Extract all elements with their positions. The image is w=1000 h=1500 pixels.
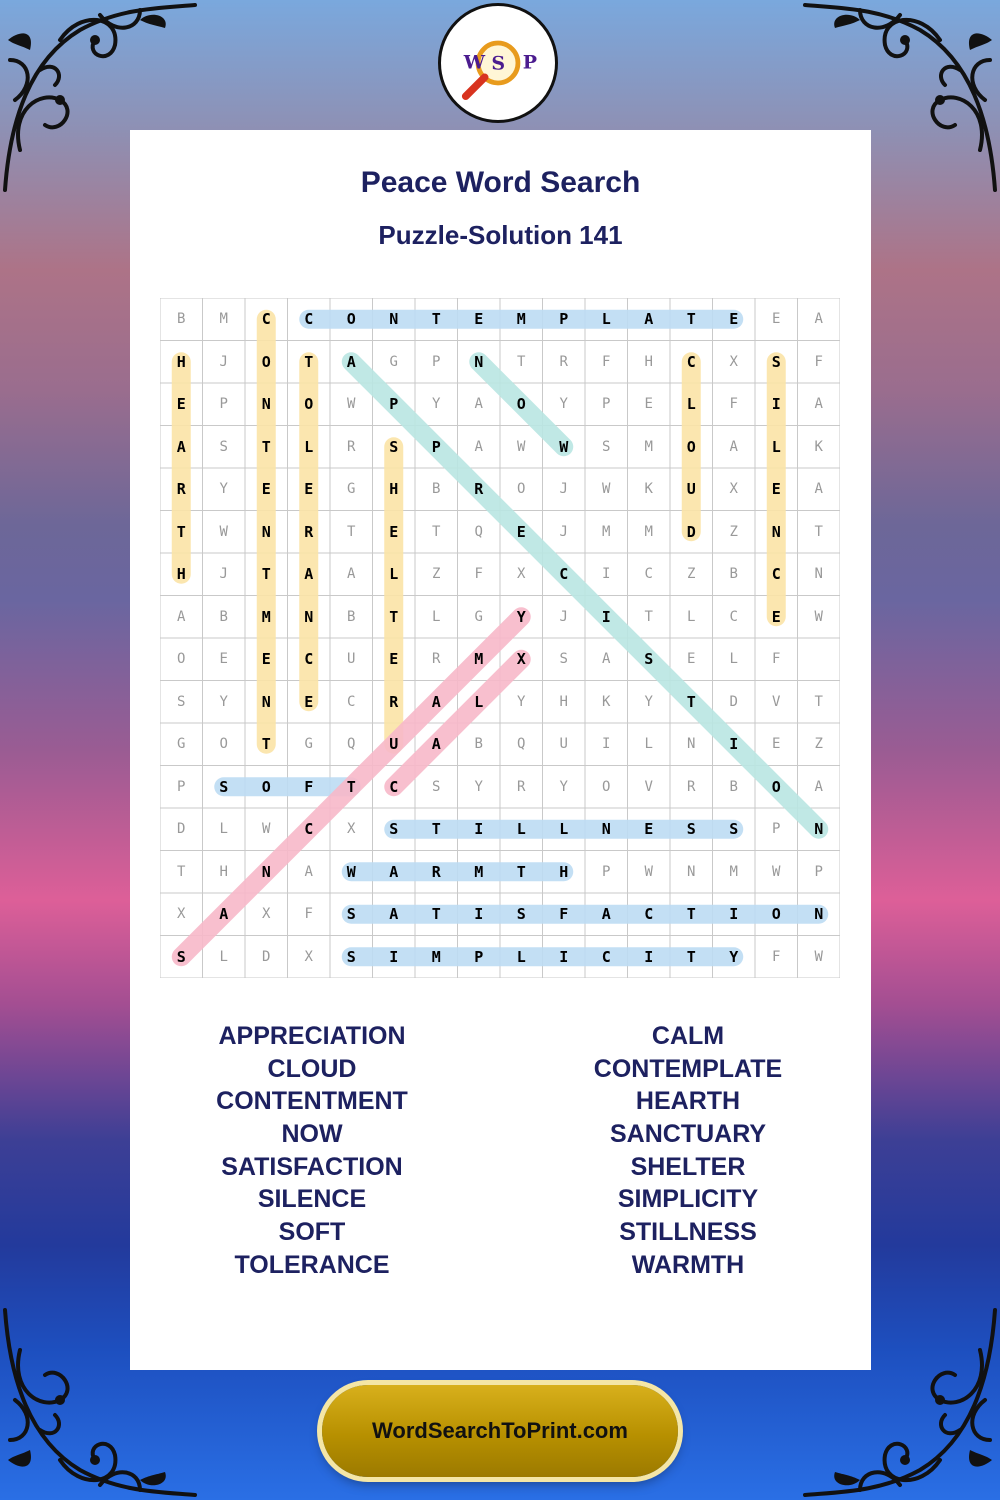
word-list-right: [523, 1020, 853, 1282]
grid-cell[interactable]: S: [686, 820, 696, 839]
grid-cell[interactable]: A: [219, 905, 229, 924]
grid-cell[interactable]: H: [644, 353, 653, 370]
grid-cell[interactable]: E: [474, 310, 484, 329]
grid-cell[interactable]: S: [771, 352, 781, 371]
grid-cell[interactable]: Z: [729, 523, 738, 540]
grid-cell[interactable]: J: [219, 566, 228, 583]
grid-cell[interactable]: S: [644, 650, 654, 669]
grid-cell[interactable]: E: [304, 480, 314, 499]
grid-cell[interactable]: T: [347, 523, 356, 540]
grid-cell[interactable]: L: [601, 310, 611, 329]
page-subtitle: Puzzle-Solution 141: [378, 220, 623, 250]
grid-cell[interactable]: L: [219, 821, 228, 838]
grid-cell[interactable]: C: [304, 310, 314, 329]
grid-cell[interactable]: D: [262, 948, 271, 965]
word-list-item: CLOUD: [267, 1054, 357, 1083]
grid-cell[interactable]: V: [772, 693, 781, 710]
grid-cell[interactable]: T: [261, 565, 271, 584]
word-list-item: CONTENTMENT: [216, 1087, 408, 1116]
grid-cell[interactable]: I: [601, 607, 611, 626]
grid-cell[interactable]: T: [431, 310, 441, 329]
grid-cell[interactable]: A: [304, 863, 313, 880]
grid-cell[interactable]: Q: [347, 736, 356, 753]
grid-cell[interactable]: O: [261, 352, 271, 371]
grid-cell[interactable]: O: [346, 310, 356, 329]
grid-cell[interactable]: L: [771, 437, 781, 456]
word-list-item: WARMTH: [631, 1250, 745, 1279]
word-list-item: NOW: [281, 1120, 343, 1149]
grid-cell[interactable]: X: [729, 353, 738, 370]
grid-cell[interactable]: B: [729, 778, 738, 795]
grid-cell[interactable]: L: [686, 395, 696, 414]
word-search-grid: [160, 298, 840, 978]
grid-cell[interactable]: U: [347, 651, 356, 668]
grid-cell[interactable]: O: [516, 395, 526, 414]
grid-cell[interactable]: M: [219, 311, 228, 328]
grid-cell[interactable]: R: [304, 522, 314, 541]
grid-cell[interactable]: D: [177, 821, 186, 838]
grid-cell[interactable]: W: [517, 438, 526, 455]
grid-cell[interactable]: S: [346, 905, 356, 924]
site-link-button[interactable]: [322, 1385, 678, 1477]
logo-letter-s: S: [491, 52, 506, 75]
grid-cell[interactable]: U: [686, 480, 696, 499]
grid-cell[interactable]: I: [644, 947, 654, 966]
word-list-item: SIMPLICITY: [617, 1185, 759, 1214]
grid-cell[interactable]: W: [772, 863, 781, 880]
grid-cell[interactable]: L: [219, 948, 228, 965]
grid-cell[interactable]: P: [814, 863, 823, 880]
grid-cell[interactable]: A: [176, 437, 186, 456]
grid-cell[interactable]: Y: [432, 396, 441, 413]
grid-cell[interactable]: T: [177, 863, 186, 880]
grid-cell[interactable]: Y: [517, 693, 526, 710]
grid-cell[interactable]: E: [729, 310, 739, 329]
grid-cell[interactable]: O: [686, 437, 696, 456]
site-logo[interactable]: [438, 3, 558, 123]
word-list-item: SANCTUARY: [609, 1120, 767, 1149]
grid-cell[interactable]: Y: [729, 947, 739, 966]
grid-cell[interactable]: C: [729, 608, 738, 625]
grid-cell[interactable]: C: [686, 352, 696, 371]
grid-cell[interactable]: H: [389, 480, 399, 499]
grid-cell[interactable]: B: [219, 608, 228, 625]
grid-cell[interactable]: T: [432, 523, 441, 540]
grid-cell[interactable]: N: [771, 522, 781, 541]
grid-cell[interactable]: C: [389, 777, 399, 796]
grid-cell[interactable]: E: [389, 650, 399, 669]
grid-cell[interactable]: H: [219, 863, 228, 880]
grid-cell[interactable]: E: [687, 651, 696, 668]
magnifier-logo-icon: [441, 6, 555, 120]
grid-cell[interactable]: D: [729, 693, 738, 710]
grid-cell[interactable]: F: [602, 353, 611, 370]
grid-cell[interactable]: M: [644, 438, 653, 455]
grid-cell[interactable]: L: [516, 820, 526, 839]
grid-cell[interactable]: H: [559, 693, 568, 710]
grid-cell[interactable]: X: [729, 481, 738, 498]
word-list-item: SILENCE: [257, 1185, 367, 1214]
grid-cell[interactable]: E: [516, 522, 526, 541]
grid-cell[interactable]: P: [602, 396, 611, 413]
grid-cell[interactable]: A: [346, 352, 356, 371]
grid-cell[interactable]: W: [559, 437, 569, 456]
grid-cell[interactable]: T: [686, 310, 696, 329]
grid-cell[interactable]: H: [176, 352, 186, 371]
grid-cell[interactable]: E: [389, 522, 399, 541]
grid-cell[interactable]: S: [346, 947, 356, 966]
grid-cell[interactable]: T: [261, 437, 271, 456]
grid-cell[interactable]: A: [304, 565, 314, 584]
word-list-left: [147, 1020, 477, 1282]
grid-cell[interactable]: P: [559, 310, 569, 329]
grid-cell[interactable]: J: [219, 353, 228, 370]
grid-cell[interactable]: F: [559, 905, 569, 924]
grid-cell[interactable]: L: [432, 608, 441, 625]
logo-letter-p: P: [522, 51, 537, 74]
grid-cell[interactable]: O: [771, 777, 781, 796]
grid-cell[interactable]: I: [474, 820, 484, 839]
grid-cell[interactable]: R: [559, 353, 568, 370]
grid-cell[interactable]: N: [474, 352, 484, 371]
grid-cell[interactable]: G: [347, 481, 356, 498]
grid-cell[interactable]: G: [304, 736, 313, 753]
grid-cell[interactable]: S: [432, 778, 441, 795]
grid-cell[interactable]: N: [814, 905, 824, 924]
grid-cell[interactable]: F: [304, 906, 313, 923]
site-link-label: WordSearchToPrint.com: [372, 1418, 628, 1443]
grid-cell[interactable]: I: [389, 947, 399, 966]
grid-cell[interactable]: T: [686, 692, 696, 711]
grid-cell[interactable]: R: [517, 778, 526, 795]
grid-cell[interactable]: L: [474, 692, 484, 711]
grid-cell[interactable]: A: [389, 862, 399, 881]
grid-cell[interactable]: Q: [517, 736, 526, 753]
grid-cell[interactable]: N: [687, 736, 696, 753]
grid-cell[interactable]: A: [431, 735, 441, 754]
grid-cell[interactable]: P: [219, 396, 228, 413]
grid-cell[interactable]: O: [602, 778, 611, 795]
grid-cell[interactable]: F: [304, 777, 314, 796]
grid-cell[interactable]: B: [347, 608, 356, 625]
grid-cell[interactable]: I: [729, 735, 739, 754]
grid-cell[interactable]: M: [516, 310, 526, 329]
grid-cell[interactable]: E: [261, 480, 271, 499]
word-list-item: SATISFACTION: [221, 1152, 403, 1181]
grid-cell[interactable]: F: [474, 566, 483, 583]
grid-cell[interactable]: X: [517, 566, 526, 583]
word-list-item: CALM: [651, 1022, 725, 1050]
grid-cell[interactable]: Z: [432, 566, 441, 583]
grid-cell[interactable]: M: [261, 607, 271, 626]
grid-cell[interactable]: X: [262, 906, 271, 923]
grid-cell[interactable]: I: [559, 947, 569, 966]
grid-cell[interactable]: Y: [219, 481, 228, 498]
grid-cell[interactable]: I: [474, 905, 484, 924]
grid-cell[interactable]: S: [516, 905, 526, 924]
grid-cell[interactable]: E: [304, 692, 314, 711]
page-title: Peace Word Search: [360, 166, 641, 199]
word-list-item: TOLERANCE: [234, 1250, 390, 1279]
grid-cell[interactable]: P: [602, 863, 611, 880]
grid-cell[interactable]: W: [814, 608, 823, 625]
grid-cell[interactable]: X: [347, 821, 356, 838]
grid-cell[interactable]: P: [432, 353, 441, 370]
grid-cell[interactable]: B: [177, 311, 186, 328]
grid-cell[interactable]: E: [771, 607, 781, 626]
word-list-item: SOFT: [278, 1218, 346, 1247]
grid-cell[interactable]: A: [814, 311, 823, 328]
grid-cell[interactable]: M: [431, 947, 441, 966]
grid-cell[interactable]: C: [644, 905, 654, 924]
grid-cell[interactable]: P: [177, 778, 186, 795]
grid-cell[interactable]: Q: [474, 523, 483, 540]
grid-cell[interactable]: C: [771, 565, 781, 584]
grid-cell[interactable]: U: [389, 735, 399, 754]
grid-cell[interactable]: X: [177, 906, 186, 923]
grid-cell[interactable]: W: [602, 481, 611, 498]
grid-cell[interactable]: X: [304, 948, 313, 965]
grid-cell[interactable]: S: [602, 438, 611, 455]
grid-cell[interactable]: A: [814, 778, 823, 795]
grid-cell[interactable]: Y: [644, 693, 653, 710]
grid-cell[interactable]: N: [389, 310, 399, 329]
grid-cell[interactable]: T: [686, 905, 696, 924]
grid-cell[interactable]: Y: [516, 607, 526, 626]
grid-cell[interactable]: M: [729, 863, 738, 880]
grid-cell[interactable]: S: [219, 438, 228, 455]
grid-cell[interactable]: G: [474, 608, 483, 625]
grid-cell[interactable]: W: [814, 948, 823, 965]
grid-cell[interactable]: P: [431, 437, 441, 456]
grid-cell[interactable]: A: [347, 566, 356, 583]
word-list-item: HEARTH: [635, 1087, 741, 1116]
grid-cell[interactable]: T: [346, 777, 356, 796]
grid-cell[interactable]: W: [262, 821, 271, 838]
grid-cell[interactable]: A: [602, 651, 611, 668]
grid-cell[interactable]: O: [177, 651, 186, 668]
grid-cell[interactable]: E: [772, 736, 781, 753]
grid-cell[interactable]: U: [559, 736, 568, 753]
grid-cell[interactable]: S: [176, 947, 186, 966]
grid-cell[interactable]: F: [772, 651, 781, 668]
grid-cell[interactable]: S: [559, 651, 568, 668]
grid-cell[interactable]: T: [431, 905, 441, 924]
grid-cell[interactable]: J: [559, 481, 568, 498]
grid-cell[interactable]: M: [474, 650, 484, 669]
grid-cell[interactable]: T: [304, 352, 314, 371]
grid-cell[interactable]: Y: [559, 396, 568, 413]
grid-cell[interactable]: X: [516, 650, 526, 669]
grid-cell[interactable]: V: [644, 778, 653, 795]
grid-cell[interactable]: C: [601, 947, 611, 966]
grid-cell[interactable]: S: [219, 777, 229, 796]
grid-cell[interactable]: O: [219, 736, 228, 753]
grid-cell[interactable]: L: [559, 820, 569, 839]
grid-cell[interactable]: R: [474, 480, 484, 499]
grid-cell[interactable]: T: [176, 522, 186, 541]
grid-cell[interactable]: L: [687, 608, 696, 625]
grid-cell[interactable]: Y: [219, 693, 228, 710]
grid-cell[interactable]: E: [219, 651, 228, 668]
grid-cell[interactable]: N: [261, 395, 271, 414]
grid-cell[interactable]: N: [261, 862, 271, 881]
grid-cell[interactable]: C: [261, 310, 271, 329]
grid-cell[interactable]: T: [644, 608, 653, 625]
grid-cell[interactable]: R: [389, 692, 399, 711]
grid-cell[interactable]: I: [602, 566, 611, 583]
grid-cell[interactable]: T: [516, 862, 526, 881]
grid-cell[interactable]: K: [644, 481, 653, 498]
grid-cell[interactable]: N: [814, 820, 824, 839]
grid-cell[interactable]: A: [729, 438, 738, 455]
grid-cell[interactable]: H: [559, 862, 569, 881]
grid-cell[interactable]: Y: [474, 778, 483, 795]
grid-cell[interactable]: F: [729, 396, 738, 413]
grid-cell[interactable]: L: [516, 947, 526, 966]
grid-cell[interactable]: R: [347, 438, 356, 455]
grid-cell[interactable]: N: [261, 692, 271, 711]
grid-cell[interactable]: A: [474, 438, 483, 455]
grid-cell[interactable]: B: [474, 736, 483, 753]
grid-cell[interactable]: W: [346, 862, 356, 881]
grid-cell[interactable]: E: [771, 480, 781, 499]
grid-cell[interactable]: G: [389, 353, 398, 370]
grid-cell[interactable]: T: [686, 947, 696, 966]
grid-cell[interactable]: Z: [687, 566, 696, 583]
grid-cell[interactable]: T: [431, 820, 441, 839]
grid-cell[interactable]: A: [814, 396, 823, 413]
grid-cell[interactable]: W: [644, 863, 653, 880]
grid-cell[interactable]: A: [177, 608, 186, 625]
grid-cell[interactable]: Z: [814, 736, 823, 753]
grid-cell[interactable]: A: [474, 396, 483, 413]
grid-cell[interactable]: P: [389, 395, 399, 414]
grid-cell[interactable]: T: [261, 735, 271, 754]
grid-cell[interactable]: A: [644, 310, 654, 329]
grid-cell[interactable]: W: [347, 396, 356, 413]
grid-cell[interactable]: Y: [559, 778, 568, 795]
grid-cell[interactable]: B: [432, 481, 441, 498]
grid-cell[interactable]: I: [729, 905, 739, 924]
grid-cell[interactable]: L: [729, 651, 738, 668]
grid-cell[interactable]: J: [559, 608, 568, 625]
logo-letter-w: W: [463, 51, 486, 74]
grid-cell[interactable]: I: [602, 736, 611, 753]
grid-cell[interactable]: O: [261, 777, 271, 796]
grid-cell[interactable]: T: [389, 607, 399, 626]
grid-cell[interactable]: S: [729, 820, 739, 839]
grid-cell[interactable]: N: [814, 566, 823, 583]
grid-cell[interactable]: M: [644, 523, 653, 540]
grid-cell[interactable]: E: [644, 820, 654, 839]
grid-cell[interactable]: E: [772, 311, 781, 328]
grid-cell[interactable]: N: [261, 522, 271, 541]
grid-cell[interactable]: S: [389, 437, 399, 456]
grid-cell[interactable]: K: [602, 693, 611, 710]
word-list-item: SHELTER: [630, 1152, 746, 1181]
grid-cell[interactable]: G: [177, 736, 186, 753]
grid-cell[interactable]: E: [176, 395, 186, 414]
grid-cell[interactable]: C: [304, 820, 314, 839]
grid-cell[interactable]: C: [644, 566, 653, 583]
word-list-item: CONTEMPLATE: [593, 1054, 783, 1083]
grid-cell[interactable]: I: [771, 395, 781, 414]
grid-cell[interactable]: R: [687, 778, 696, 795]
grid-cell[interactable]: D: [686, 522, 696, 541]
puzzle-card: [130, 130, 871, 1370]
grid-cell[interactable]: N: [687, 863, 696, 880]
grid-cell[interactable]: C: [304, 650, 314, 669]
grid-cell[interactable]: R: [431, 862, 441, 881]
word-list-item: STILLNESS: [619, 1218, 757, 1247]
grid-cell[interactable]: L: [304, 437, 314, 456]
grid-cell[interactable]: F: [814, 353, 823, 370]
grid-cell[interactable]: S: [177, 693, 186, 710]
grid-cell[interactable]: N: [304, 607, 314, 626]
grid-cell[interactable]: O: [304, 395, 314, 414]
grid-cell[interactable]: L: [644, 736, 653, 753]
grid-cell[interactable]: E: [261, 650, 271, 669]
grid-cell[interactable]: R: [432, 651, 441, 668]
grid-cell[interactable]: A: [389, 905, 399, 924]
grid-cell[interactable]: A: [601, 905, 611, 924]
grid-cell[interactable]: C: [347, 693, 356, 710]
grid-cell[interactable]: P: [474, 947, 484, 966]
grid-cell[interactable]: T: [517, 353, 526, 370]
grid-cell[interactable]: C: [559, 565, 569, 584]
grid-cell[interactable]: T: [814, 693, 823, 710]
word-list-item: APPRECIATION: [218, 1022, 406, 1050]
grid-cell[interactable]: J: [559, 523, 568, 540]
grid-cell[interactable]: P: [772, 821, 781, 838]
grid-cell[interactable]: T: [814, 523, 823, 540]
grid-cell[interactable]: O: [517, 481, 526, 498]
grid-cell[interactable]: A: [431, 692, 441, 711]
grid-cell[interactable]: N: [601, 820, 611, 839]
grid-cell[interactable]: L: [389, 565, 399, 584]
grid-cell[interactable]: O: [771, 905, 781, 924]
grid-cell[interactable]: S: [389, 820, 399, 839]
grid-cell[interactable]: R: [176, 480, 186, 499]
grid-cell[interactable]: A: [814, 481, 823, 498]
grid-cell[interactable]: K: [814, 438, 823, 455]
grid-cell[interactable]: M: [602, 523, 611, 540]
grid-cell[interactable]: E: [644, 396, 653, 413]
grid-cell[interactable]: M: [474, 862, 484, 881]
grid-cell[interactable]: F: [772, 948, 781, 965]
grid-cell[interactable]: W: [219, 523, 228, 540]
grid-cell[interactable]: H: [176, 565, 186, 584]
grid-cell[interactable]: B: [729, 566, 738, 583]
